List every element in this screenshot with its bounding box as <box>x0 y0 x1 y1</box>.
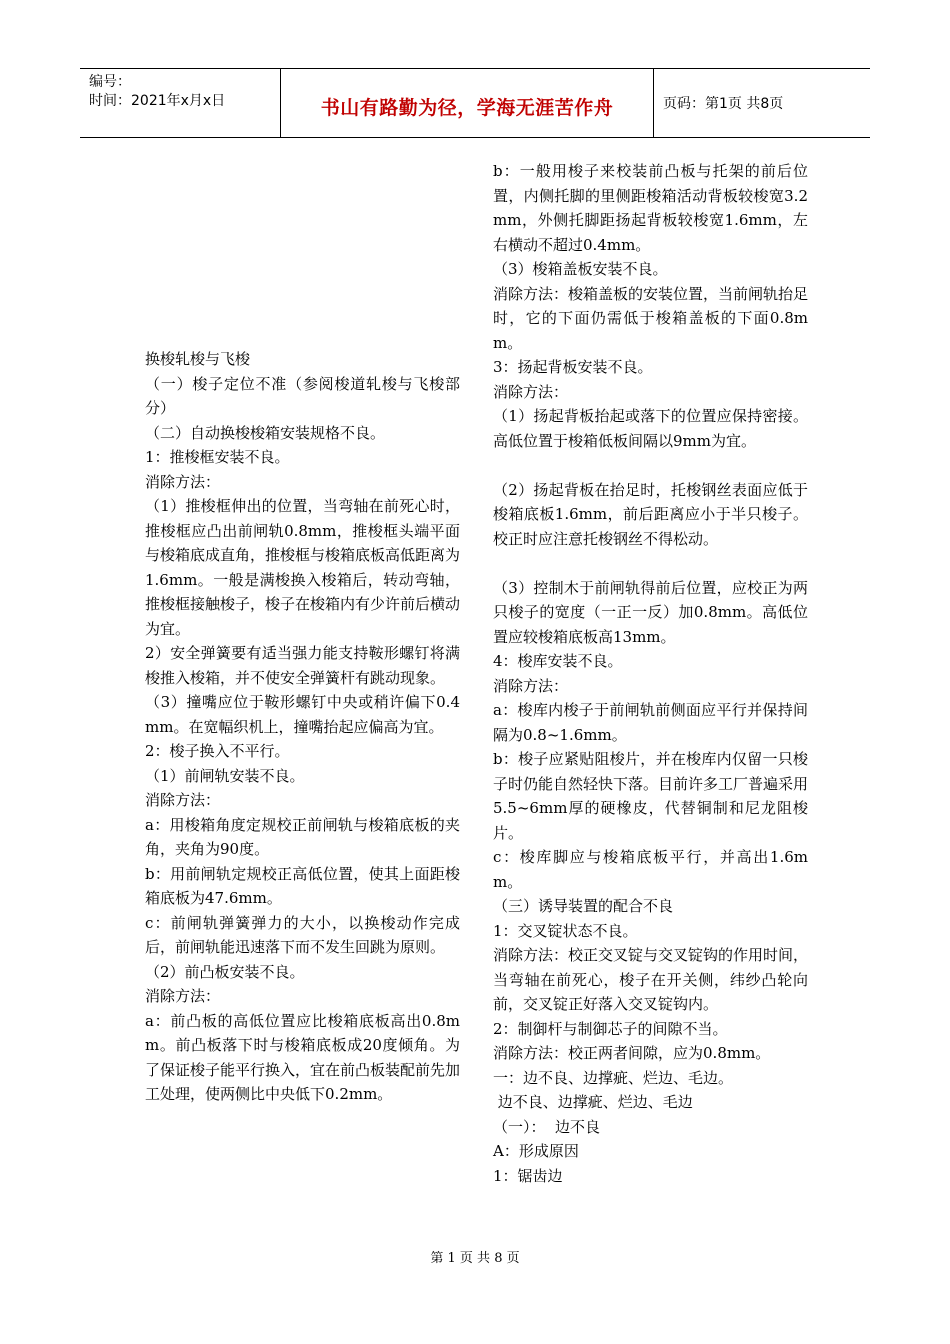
paragraph: a：梭库内梭子于前闸轨前侧面应平行并保持间隔为0.8~1.6mm。 <box>493 701 808 744</box>
paragraph: （三）诱导装置的配合不良 <box>493 897 674 915</box>
paragraph: 3：扬起背板安装不良。 <box>493 358 653 376</box>
paragraph: 2：制御杆与制御芯子的间隙不当。 <box>493 1019 728 1038</box>
paragraph: 1：锯齿边 <box>493 1166 563 1185</box>
paragraph <box>493 551 808 576</box>
document-number-label: 编号： <box>89 74 131 90</box>
right-text-column <box>493 159 808 1188</box>
header-motto-cell <box>280 69 654 137</box>
paragraph: 2：梭子换入不平行。 <box>145 742 290 760</box>
paragraph: 一：边不良、边撑疵、烂边、毛边。 <box>493 1068 734 1087</box>
paragraph: （一）梭子定位不准（参阅梭道轧梭与飞梭部分） <box>145 374 460 417</box>
paragraph: 消除方法： <box>493 676 569 695</box>
paragraph: b：一般用梭子来校装前凸板与托架的前后位置，内侧托脚的里侧距梭箱活动背板较梭宽3.2mm，外侧托脚距扬起背板较梭宽1.6mm，左右横动不超过0.4mm。 <box>493 162 808 254</box>
document-date-label: 时间：2021年x月x日 <box>89 93 226 109</box>
paragraph: 换梭轧梭与飞梭 <box>145 350 251 368</box>
paragraph: a：用梭箱角度定规校正前闸轨与梭箱底板的夹角，夹角为90度。 <box>145 815 460 858</box>
paragraph: （3）控制木于前闸轨得前后位置，应校正为两只梭子的宽度（一正一反）加0.8mm。高低位置应较梭箱底板高13mm。 <box>493 578 808 646</box>
header-page-cell <box>653 69 870 137</box>
paragraph: （2）前凸板安装不良。 <box>145 962 305 981</box>
paragraph: （1）推梭框伸出的位置，当弯轴在前死心时，推梭框应凸出前闸轨0.8mm，推梭框头端平面与梭箱底成直角，推梭框与梭箱底板高低距离为1.6mm。一般是满梭换入梭箱后，转动弯轴，推梭框接触梭子，梭子在梭箱内有少许前后横动为宜。 <box>145 497 461 638</box>
paragraph <box>493 453 808 478</box>
paragraph: 消除方法： <box>493 382 569 401</box>
paragraph: b：用前闸轨定规校正高低位置，使其上面距梭箱底板为47.6mm。 <box>145 864 460 907</box>
paragraph: （2）扬起背板在抬足时，托梭钢丝表面应低于梭箱底板1.6mm，前后距离应小于半只梭子。校正时应注意托梭钢丝不得松动。 <box>493 480 808 548</box>
header-page-label: 页码：第1页 共8页 <box>663 96 784 112</box>
paragraph: 1：推梭框安装不良。 <box>145 448 290 466</box>
left-text-column <box>145 347 460 1107</box>
page-footer: 第 1 页 共 8 页 <box>430 1251 520 1266</box>
header-info-cell <box>80 69 280 137</box>
document-header <box>80 68 870 138</box>
paragraph: （二）自动换梭梭箱安装规格不良。 <box>145 423 386 442</box>
paragraph: a：前凸板的高低位置应比梭箱底板高出0.8mm。前凸板落下时与梭箱底板成20度倾角。为了保证梭子能平行换入，宜在前凸板装配前先加工处理，使两侧比中央低下0.2mm。 <box>145 1011 461 1103</box>
paragraph: 消除方法：梭箱盖板的安装位置，当前闸轨抬足时，它的下面仍需低于梭箱盖板的下面0.8mm。 <box>493 284 809 352</box>
paragraph: （1）前闸轨安装不良。 <box>145 766 305 785</box>
paragraph: 消除方法：校正两者间隙，应为0.8mm。 <box>493 1044 771 1062</box>
paragraph: 4：梭库安装不良。 <box>493 652 623 670</box>
paragraph: （3）梭箱盖板安装不良。 <box>493 260 668 278</box>
paragraph: c：前闸轨弹簧弹力的大小，以换梭动作完成后，前闸轨能迅速落下而不发生回跳为原则。 <box>145 913 460 956</box>
paragraph: 消除方法： <box>145 791 221 809</box>
paragraph: A：形成原因 <box>493 1142 579 1160</box>
header-motto: 书山有路勤为径，学海无涯苦作舟 <box>320 97 614 119</box>
paragraph: c：梭库脚应与梭箱底板平行，并高出1.6mm。 <box>493 848 808 891</box>
paragraph: （一）： 边不良 <box>493 1117 601 1136</box>
paragraph: 1：交叉锭状态不良。 <box>493 921 638 940</box>
paragraph: 边不良、边撑疵、烂边、毛边 <box>493 1093 693 1111</box>
paragraph: 2）安全弹簧要有适当强力能支持鞍形螺钉将满梭推入梭箱，并不使安全弹簧杆有跳动现象。 <box>145 644 460 687</box>
paragraph: 消除方法： <box>145 987 221 1005</box>
paragraph: （1）扬起背板抬起或落下的位置应保持密接。高低位置于梭箱低板间隔以9mm为宜。 <box>493 407 808 450</box>
paragraph: b：梭子应紧贴阻梭片，并在梭库内仅留一只梭子时仍能自然轻快下落。目前许多工厂普遍采用5.5~6mm厚的硬橡皮，代替铜制和尼龙阻梭片。 <box>493 750 809 842</box>
paragraph: 消除方法：校正交叉锭与交叉锭钩的作用时间，当弯轴在前死心，梭子在开关侧，纬纱凸轮向前，交叉锭正好落入交叉锭钩内。 <box>493 946 809 1013</box>
paragraph: 消除方法： <box>145 472 221 491</box>
paragraph: （3）撞嘴应位于鞍形螺钉中央或稍许偏下0.4mm。在宽幅织机上，撞嘴抬起应偏高为宜。 <box>145 693 460 736</box>
